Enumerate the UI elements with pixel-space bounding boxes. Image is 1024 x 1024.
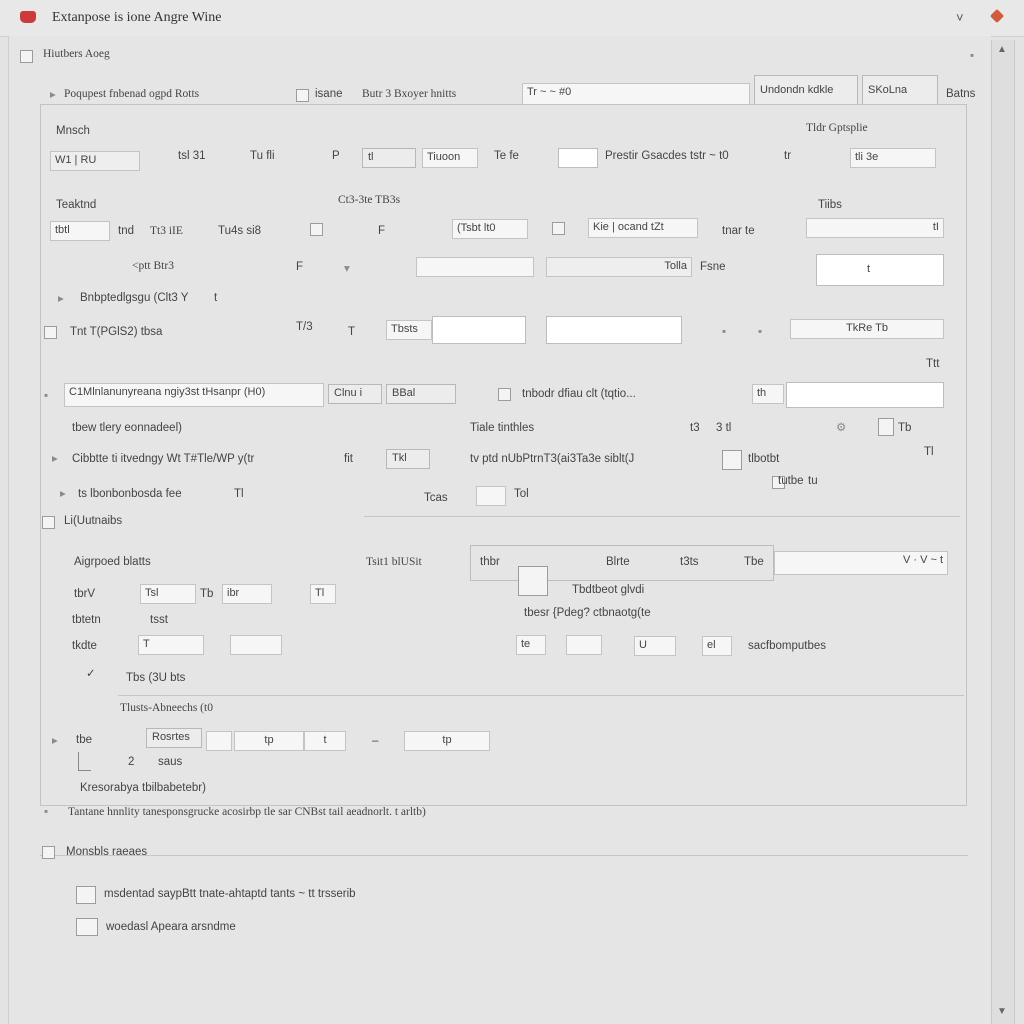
row2-i-field[interactable]: tI [806, 218, 944, 238]
row2-a-field[interactable]: tbtl [50, 221, 110, 241]
row5-checkbox[interactable] [44, 326, 57, 339]
subgroup-right-a: Tbdtbeot glvdi [572, 584, 645, 596]
subgroup-row3-label: tkdte [72, 640, 97, 652]
row8-doc-icon[interactable] [878, 418, 894, 436]
row9-a: fit [344, 453, 353, 465]
row10-d: tutbe [778, 475, 804, 487]
row10-c: Tol [514, 488, 529, 500]
toolbar-option2-label: Butr 3 Bxoyer hnitts [362, 88, 457, 100]
row10-label: ts lbonbonbosda fee [78, 488, 182, 500]
row4-bullet-icon: ▸ [58, 293, 64, 305]
row2-e: F [378, 225, 386, 237]
row2-c: Tt3 iIE [150, 225, 183, 237]
lower-small-a: 2 [128, 756, 135, 768]
row7-bullet-icon: ▪ [44, 390, 49, 402]
modes-collapse-checkbox[interactable] [42, 846, 55, 859]
row3-dropdown-icon: ▾ [344, 263, 350, 275]
row9-checkbox[interactable] [722, 450, 742, 470]
subgroup-row3-f1[interactable]: T [138, 635, 204, 655]
row10-field[interactable] [476, 486, 506, 506]
lower-field-0[interactable] [206, 731, 232, 751]
subgroup-row1-f1[interactable]: Tsl [140, 584, 196, 604]
row5-c-field[interactable]: Tbsts [386, 320, 432, 340]
toolbar-arrow-icon: ▸ [50, 89, 56, 101]
row3-a: <ptt Btr3 [132, 260, 174, 272]
row2-b: tnd [118, 225, 134, 237]
minimize-button[interactable]: ˅ [956, 10, 964, 25]
row5-label: Tnt T(PGlS2) tbsa [70, 326, 163, 338]
group2-label: Teaktnd [56, 199, 97, 211]
divider [364, 516, 960, 517]
row10-bullet-icon: ▸ [60, 488, 66, 500]
group2-right-label: Tiibs [818, 199, 842, 211]
subgroup-head-b: Tsit1 blUSit [366, 556, 422, 568]
row3-b: F [296, 261, 304, 273]
lower-small-b: saus [158, 756, 183, 768]
row1-d-button[interactable]: tl [362, 148, 416, 168]
subgroup-title: Li(Uutnaibs [64, 515, 123, 527]
subgroup-right-e[interactable]: el [702, 636, 732, 656]
row9-e: Tl [924, 446, 934, 458]
row2-g-field[interactable]: Kie | ocand tZt [588, 218, 698, 238]
subgroup-row1-f3[interactable]: ibr [222, 584, 272, 604]
row6-right: Ttt [926, 358, 940, 370]
subgroup-head-d: Blrte [606, 556, 630, 568]
lower-field-2[interactable]: t [304, 731, 346, 751]
subgroup-row3-f2[interactable] [230, 635, 282, 655]
row1-g: Prestir Gsacdes tstr ~ t0 [605, 150, 729, 162]
row8-gear-icon[interactable]: ⚙ [836, 422, 847, 434]
lower-header: Tlusts-Abneechs (t0 [120, 702, 213, 714]
row7-input[interactable] [786, 382, 944, 408]
lower-small-text: – [372, 735, 379, 747]
subgroup-row1-f4[interactable]: Tl [310, 584, 336, 604]
row7-b-button[interactable]: BBal [386, 384, 456, 404]
row3-select[interactable] [416, 257, 534, 277]
modes-title: Monsbls raeaes [66, 846, 148, 858]
lower-button-a[interactable]: Rosrtes [146, 728, 202, 748]
row2-h: tnar te [722, 225, 755, 237]
group1-label: Mnsch [56, 125, 90, 137]
group1-value-field[interactable]: W1 | RU [50, 151, 140, 171]
modes-item1-checkbox[interactable] [76, 886, 96, 904]
row4-value: t [214, 292, 218, 304]
subgroup-right-f: sacfbomputbes [748, 640, 826, 652]
subgroup-row2-f1: tsst [150, 614, 168, 626]
toolbar-option1-label: isane [315, 88, 343, 100]
lower-bottom-text: Tantane hnnlity tanesponsgrucke acosirbp tle sar CNBst tail aeadnorlt. t arltb) [68, 806, 426, 818]
row5-input1[interactable] [432, 316, 526, 344]
subgroup-right-field[interactable] [566, 635, 602, 655]
row5-d-field[interactable]: TkRe Tb [790, 319, 944, 339]
row9-c: tv ptd nUbPtrnT3(ai3Ta3e siblt(J [470, 453, 635, 465]
row5-x-icon: ▪ [722, 326, 727, 338]
section-options-icon[interactable]: ▪ [970, 50, 975, 62]
row10-a: Tl [234, 488, 244, 500]
bottom-bullet-icon: ▪ [44, 806, 49, 818]
row10-e: tu [808, 475, 818, 487]
row3-c-field[interactable]: Tolla [546, 257, 692, 277]
subgroup-head-f: Tbe [744, 556, 764, 568]
row9-b-button[interactable]: Tkl [386, 449, 430, 469]
row2-checkbox[interactable] [310, 223, 323, 236]
window-title: Extanpose is ione Angre Wine [52, 10, 222, 25]
row2-checkbox2[interactable] [552, 222, 565, 235]
row1-h: tr [784, 150, 792, 162]
subgroup-select[interactable]: V · V ~ t [774, 551, 948, 575]
app-icon [20, 11, 36, 23]
row7-a-button[interactable]: Clnu i [328, 384, 382, 404]
row8-d: 3 tl [716, 422, 732, 434]
scroll-down-arrow-icon[interactable]: ▼ [997, 1006, 1007, 1017]
row8-a: tbew tlery eonnadeel) [72, 422, 182, 434]
toolbar-field[interactable]: Tr ~ ~ #0 [522, 83, 750, 107]
row8-b: Tiale tinthles [470, 422, 535, 434]
subgroup-head-c: thbr [480, 556, 500, 568]
subgroup-collapse-checkbox[interactable] [42, 516, 55, 529]
close-icon[interactable] [990, 9, 1004, 23]
subgroup-row2-label: tbtetn [72, 614, 101, 626]
row2-d: Tu4s si8 [218, 225, 262, 237]
row7-label-field[interactable]: C1Mlnlanunyreana ngiy3st tHsanpr (H0) [64, 383, 324, 407]
row5-b: T [348, 326, 356, 338]
row4-label: Bnbptedlgsgu (Clt3 Y [80, 292, 189, 304]
row1-input[interactable] [558, 148, 598, 168]
modes-item1: msdentad saypBtt tnate-ahtaptd tants ~ tt trsserib [104, 888, 356, 900]
divider-2 [118, 695, 964, 696]
lower-arrow-icon: ▸ [52, 735, 58, 747]
row2-f-field[interactable]: (Tsbt lt0 [452, 219, 528, 239]
row1-f: Te fe [494, 150, 519, 162]
row9-label: Cibbtte ti itvedngy Wt T#Tle/WP y(tr [72, 453, 255, 465]
row3-d: Fsne [700, 261, 726, 273]
toolbar-button1[interactable]: Undondn kdkle [754, 75, 858, 107]
row1-e-field[interactable]: Tiuoon [422, 148, 478, 168]
toolbar-button2[interactable]: SKoLna [862, 75, 938, 107]
subgroup-check-icon[interactable]: ✓ [86, 668, 96, 680]
toolbar-label: Poqupest fnbenad ogpd Rotts [64, 88, 200, 100]
subgroup-head-e: t3ts [680, 556, 699, 568]
lower-note: Kresorabya tbilbabetebr) [80, 782, 206, 794]
row5-a: T/3 [296, 321, 313, 333]
row3-e-input[interactable]: t [816, 254, 944, 286]
subgroup-head-a: Aigrpoed blatts [74, 556, 151, 568]
subgroup-check-label: Tbs (3U bts [126, 672, 186, 684]
row10-b: Tcas [424, 492, 448, 504]
row7-d-field[interactable]: th [752, 384, 784, 404]
row9-bullet-icon: ▸ [52, 453, 58, 465]
row5-input2[interactable] [546, 316, 682, 344]
subgroup-row1-label: tbrV [74, 588, 96, 600]
row7-c: tnbodr dfiau clt (tqtio... [522, 388, 636, 400]
row7-checkbox[interactable] [498, 388, 511, 401]
scroll-up-arrow-icon[interactable]: ▲ [997, 44, 1007, 55]
lower-field-3[interactable]: tp [404, 731, 490, 751]
row1-c: P [332, 150, 340, 162]
title-bar [0, 0, 1024, 37]
toolbar-button3[interactable]: Batns [946, 88, 976, 100]
row8-e: Tb [898, 422, 912, 434]
group2-mid-label: Ct3-3te TB3s [338, 194, 401, 206]
section-collapse-checkbox[interactable] [20, 50, 33, 63]
lower-bracket [78, 752, 91, 771]
row8-c: t3 [690, 422, 700, 434]
row1-b: Tu fli [250, 150, 275, 162]
subgroup-right-d[interactable]: U [634, 636, 676, 656]
toolbar-option1-checkbox[interactable] [296, 89, 309, 102]
subgroup-preview-box[interactable] [518, 566, 548, 596]
row1-i-field[interactable]: tli 3e [850, 148, 936, 168]
modes-item2-checkbox[interactable] [76, 918, 98, 936]
row5-y-icon: ▪ [758, 326, 763, 338]
subgroup-right-b: tbesr {Pdeg? ctbnaotg(te [524, 607, 651, 619]
modes-item2: woedasl Apeara arsndme [106, 921, 236, 933]
subgroup-row1-f2: Tb [200, 588, 214, 600]
lower-label-a: tbe [76, 734, 92, 746]
subgroup-right-c[interactable]: te [516, 635, 546, 655]
group1-right-label: Tldr Gptsplie [806, 122, 868, 134]
row9-d: tlbotbt [748, 453, 780, 465]
row1-a: tsl 31 [178, 150, 206, 162]
vertical-scrollbar[interactable] [991, 40, 1015, 1024]
section-label: Hiutbers Aoeg [43, 48, 110, 60]
lower-field-1[interactable]: tp [234, 731, 304, 751]
divider-3 [40, 855, 968, 856]
